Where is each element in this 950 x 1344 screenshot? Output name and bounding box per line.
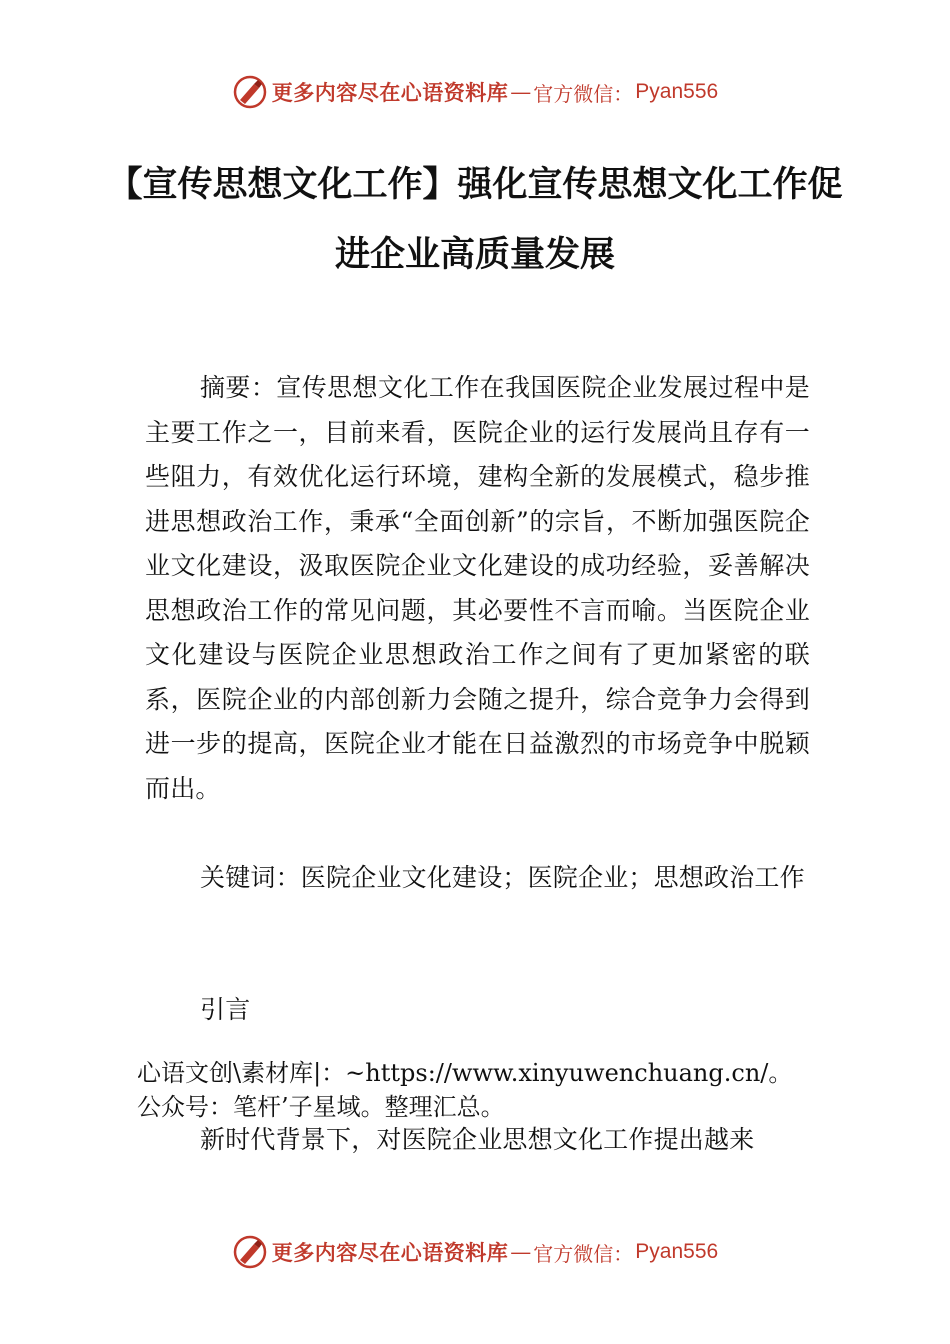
source-note — [137, 1056, 937, 1124]
header-banner — [0, 72, 950, 112]
abstract-paragraph: 摘要：宣传思想文化工作在我国医院企业发展过程中是主要工作之一，目前来看，医院企业的运行发展尚且存有一些阻力，有效优化运行环境，建构全新的发展模式，稳步推进思想政治工作，秉承“全面创新”的宗旨，不断加强医院企业文化建设，汲取医院企业文化建设的成功经验，妥善解决思想政治工作的常见问题，其必要性不言而喻。当医院企业文化建设与医院企业思想政治工作之间有了更加紧密的联系，医院企业的内部创新力会随之提升，综合竞争力会得到进一步的提高，医院企业才能在日益激烈的市场竞争中脱颖而出。 — [145, 373, 810, 803]
footer-banner — [0, 1232, 950, 1272]
source-line-2: 公众号：笔杆’子星域。整理汇总。 — [137, 1093, 505, 1121]
pen-logo-icon — [232, 74, 268, 110]
banner-wechat-label: 官方微信： — [533, 1241, 634, 1266]
banner-dash: — — [510, 80, 532, 104]
banner-dash: — — [510, 1240, 532, 1264]
banner-wechat-id: Pyan556 — [635, 1240, 719, 1263]
pen-logo-icon — [232, 1234, 268, 1270]
body-paragraph: 新时代背景下，对医院企业思想文化工作提出越来 — [200, 1125, 755, 1154]
banner-wechat-id: Pyan556 — [635, 80, 719, 103]
document-title: 【宣传思想文化工作】强化宣传思想文化工作促进企业高质量发展 — [107, 165, 843, 275]
banner-text: 更多内容尽在心语资料库 — [271, 1240, 509, 1265]
keywords-paragraph: 关键词：医院企业文化建设；医院企业；思想政治工作 — [200, 863, 805, 892]
banner-text: 更多内容尽在心语资料库 — [271, 80, 509, 105]
intro-heading: 引言 — [200, 995, 251, 1024]
source-line-1: 心语文创\素材库|：~https://www.xinyuwenchuang.cn/。 — [137, 1059, 793, 1087]
banner-wechat-label: 官方微信： — [533, 81, 634, 106]
